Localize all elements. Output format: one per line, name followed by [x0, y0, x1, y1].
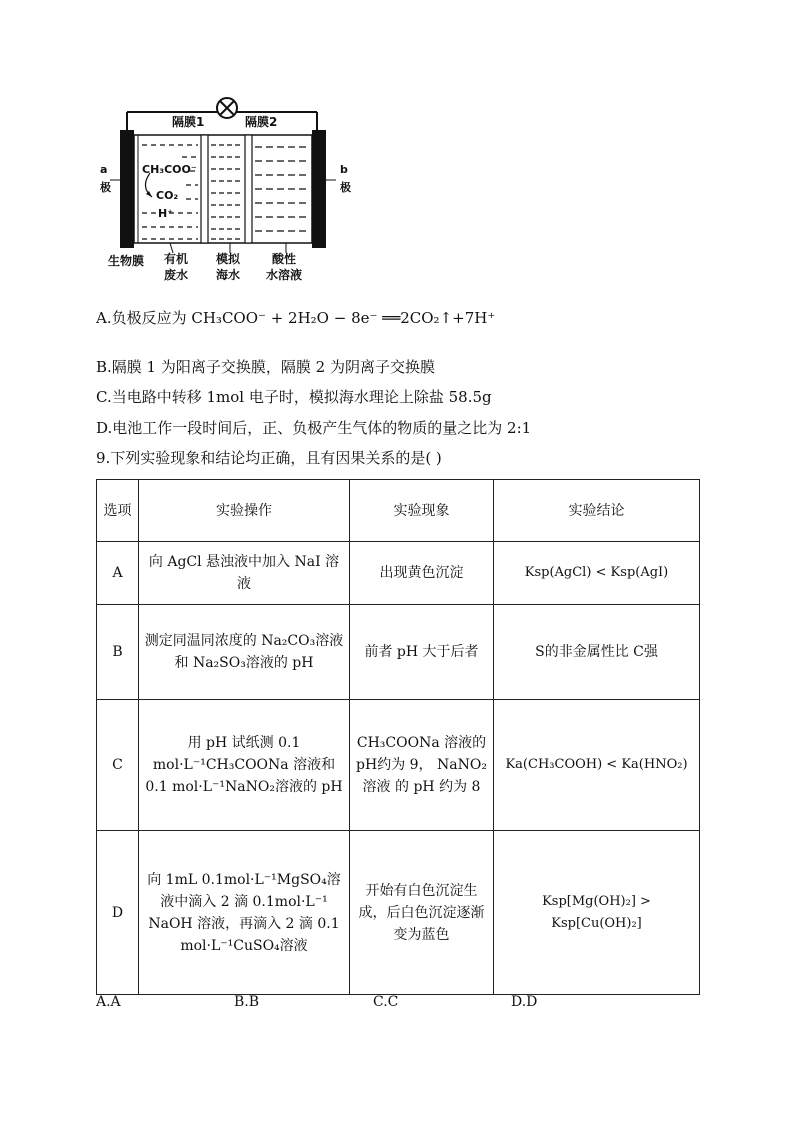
membrane-2 [245, 135, 252, 243]
electrode-b-char: b [340, 163, 348, 176]
electrode-b [312, 130, 326, 248]
table-header-row [97, 480, 700, 542]
membrane-1 [201, 135, 208, 243]
experiment-table [96, 479, 700, 995]
electrode-b-label: 极 [340, 181, 351, 194]
organic-label-1: 有机 [164, 252, 189, 266]
option-b: B.隔膜 1 为阳离子交换膜，隔膜 2 为阴离子交换膜 [96, 358, 435, 376]
biofilm-label: 生物膜 [108, 254, 145, 268]
row-operation: 用 pH 试纸测 0.1 mol·L⁻¹CH₃COONa 溶液和 0.1 mol·L⁻¹NaNO₂溶液的 pH [139, 700, 350, 831]
seawater-label-2: 海水 [216, 268, 241, 282]
row-conclusion: Ksp(AgCl) < Ksp(AgI) [494, 542, 700, 605]
seawater-label-1: 模拟 [216, 252, 241, 266]
row-conclusion: Ka(CH₃COOH) < Ka(HNO₂) [494, 700, 700, 831]
row-option: C [97, 700, 139, 831]
electrode-a [120, 130, 134, 248]
row-phenomenon: 前者 pH 大于后者 [350, 605, 494, 700]
option-c: C.当电路中转移 1mol 电子时，模拟海水理论上除盐 58.5g [96, 388, 492, 406]
acid-label-2: 水溶液 [266, 268, 303, 282]
header-phenomenon: 实验现象 [350, 480, 494, 542]
answer-c: C.C [373, 994, 399, 1010]
option-a: A.负极反应为 CH₃COO⁻ + 2H₂O − 8e⁻ ══2CO₂↑+7H⁺ [96, 309, 496, 327]
answer-a: A.A [96, 994, 121, 1010]
membrane-2-label: 隔膜2 [245, 115, 278, 129]
row-conclusion: S的非金属性比 C强 [494, 605, 700, 700]
row-phenomenon: 开始有白色沉淀生成，后白色沉淀逐渐变为蓝色 [350, 831, 494, 995]
row-operation: 向 AgCl 悬浊液中加入 NaI 溶液 [139, 542, 350, 605]
row-phenomenon: CH₃COONa 溶液的 pH约为 9， NaNO₂ 溶液 的 pH 约为 8 [350, 700, 494, 831]
answer-b: B.B [234, 994, 260, 1010]
acid-label-1: 酸性 [272, 252, 297, 266]
species-co2: CO₂ [156, 189, 179, 202]
species-acetate: CH₃COO⁻ [142, 163, 197, 176]
header-conclusion: 实验结论 [494, 480, 700, 542]
table-row [97, 605, 700, 700]
row-option: A [97, 542, 139, 605]
row-operation: 测定同温同浓度的 Na₂CO₃溶液和 Na₂SO₃溶液的 pH [139, 605, 350, 700]
table-row [97, 700, 700, 831]
row-conclusion: Ksp[Mg(OH)₂] > Ksp[Cu(OH)₂] [494, 831, 700, 995]
header-operation: 实验操作 [139, 480, 350, 542]
cell-diagram [100, 95, 370, 290]
membrane-1-label: 隔膜1 [172, 115, 205, 129]
row-phenomenon: 出现黄色沉淀 [350, 542, 494, 605]
organic-label-2: 废水 [164, 268, 189, 282]
header-option: 选项 [97, 480, 139, 542]
table-row [97, 831, 700, 995]
table-row [97, 542, 700, 605]
row-option: D [97, 831, 139, 995]
row-operation: 向 1mL 0.1mol·L⁻¹MgSO₄溶液中滴入 2 滴 0.1mol·L⁻¹ NaOH 溶液，再滴入 2 滴 0.1 mol·L⁻¹CuSO₄溶液 [139, 831, 350, 995]
lamp-icon [217, 98, 237, 118]
option-d: D.电池工作一段时间后，正、负极产生气体的物质的量之比为 2:1 [96, 419, 532, 437]
electrode-a-char: a [100, 163, 108, 176]
electrode-a-label: 极 [100, 181, 111, 194]
question-9: 9.下列实验现象和结论均正确，且有因果关系的是( ) [96, 449, 442, 467]
row-option: B [97, 605, 139, 700]
answer-d: D.D [511, 994, 538, 1010]
species-h: H⁺ [158, 207, 174, 220]
